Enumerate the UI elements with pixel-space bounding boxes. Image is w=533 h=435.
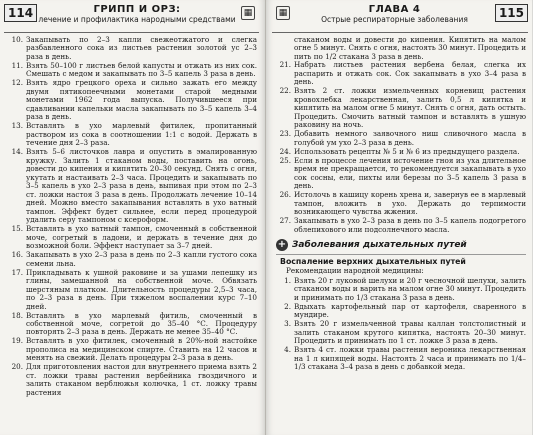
item-text: Вставлять в ухо фитилек, смоченный в 20%-ной настойке прополиса на медицинском спирте. Ставить на 12 часов и менять на свежий. Делать процедуры 2–3 раза в день. (26, 336, 257, 363)
item-number: 20. (11, 362, 23, 372)
left-header-title: ГРИПП И ОРЗ: (93, 4, 181, 15)
list-item (8, 312, 257, 337)
item-text: Взять 20 г луковой шелухи и 20 г чесночной шелухи, залить стаканом воды и варить на малом огне 30 минут. Процедить и принимать по 1/3 стакана 3 раза в день. (294, 275, 526, 302)
item-number: 16. (11, 250, 23, 260)
right-page-number: 115 (495, 4, 528, 22)
list-item (276, 157, 526, 191)
item-number: 19. (11, 336, 23, 346)
item-number: 24. (279, 146, 291, 156)
right-page-header (272, 4, 528, 34)
item-text: Взять 50–100 г листьев белой капусты и отжать из них сок. Смешать с медом и закапывать по 3–5 капель 3 раза в день. (26, 60, 257, 79)
plus-circle-icon: + (277, 239, 287, 251)
item-text: Взять 5–6 листочков лавра и опустить в эмалированную кружку. Залить 1 стаканом воды, поставить на огонь, довести до кипения и кипятить 20–30 секунд. Снять с огня, укутать и настаивать 2–3 часа. Процедить и закапывать по 3–5 капель в ухо 2–3 раза в день, выпивая при этом по 2–3 ст. ложки настоя 3 раза в день. Продолжать лечение 10–14 дней. Можно вместо закапывания вставлять в ухо ватный тампон. Эффект будет сильнее, если перед процедурой удалить серу тампоном с ксероформ. (26, 147, 257, 225)
item-text: Закапывать по 2–3 капли свежеотжатого и слегка разбавленного сока из листьев растения золотой ус 2–3 раза в день. (26, 35, 257, 61)
left-page (0, 0, 266, 435)
list-item (8, 363, 257, 397)
item-number: 25. (279, 155, 291, 165)
right-page-body (276, 36, 526, 433)
item-text: Закапывать в ухо 2–3 раза в день по 2–3 капли густого сока семени льна. (26, 250, 257, 268)
section-divider (276, 254, 526, 255)
item-number: 4. (284, 345, 291, 355)
list-item (276, 130, 526, 147)
item-number: 13. (11, 121, 23, 131)
item-number: 11. (11, 60, 23, 70)
left-header-subtitle: лечение и профилактика народными средствами (38, 15, 236, 24)
right-header-subtitle: Острые респираторные заболевания (321, 15, 468, 24)
list-item (8, 269, 257, 311)
list-item (8, 79, 257, 121)
item-text: Истолочь в кашицу корень хрена и, завернув ее в марлевый тампон, вложить в ухо. Держать до терпимости возникающего чувства жжения. (294, 190, 526, 217)
item-text: Для приготовления настоя для внутреннего приема взять 2 ст. ложки травы растения вербейника гвоздичного и залить стаканом верблюжья колючка, 1 ст. ложку травы растения (26, 362, 257, 397)
list-item (8, 251, 257, 268)
list-item (276, 61, 526, 86)
list-item (276, 217, 526, 234)
left-page-header (4, 4, 259, 34)
recommendations-title: Рекомендации народной медицины: (286, 266, 424, 276)
list-item (8, 62, 257, 79)
continued-paragraph: стаканом воды и довести до кипения. Кипятить на малом огне 5 минут. Снять с огня, настоять 30 минут. Процедить и пить по 1/2 стакана 3 раза в день. (294, 35, 526, 61)
header-divider (272, 32, 528, 33)
item-number: 26. (279, 190, 291, 200)
left-page-number: 114 (4, 4, 37, 22)
list-item (276, 277, 526, 302)
item-number: 17. (11, 267, 23, 277)
item-text: Закапывать в ухо 2–3 раза в день по 3–5 капель подогретого облепихового или подсолнечного масла. (294, 216, 526, 234)
list-item (8, 337, 257, 362)
item-text: Если в процессе лечения источение гноя из уха длительное время не прекращается, то рекомендуется закапывать в ухо сок сосны, ели, пихты или березы по 3–5 капель 3 раза в день. (294, 155, 526, 191)
item-number: 14. (11, 147, 23, 157)
item-number: 3. (284, 319, 291, 329)
item-number: 23. (279, 129, 291, 139)
item-text: Взять 2 ст. ложки измельченных корневищ растения кровохлебка лекарственная, залить 0,5 л кипятка и кипятить на малом огне 5 минут. Снять с огня, дать остыть. Процедить. Смочить ватный тампон и вставлять в ушную раковину на ночь. (294, 86, 526, 130)
list-item (276, 303, 526, 320)
list-item (8, 148, 257, 224)
list-item (276, 191, 526, 216)
item-text: Вставлять в ухо марлевый фитиль, смоченный в собственной моче, согретой до 35–40 °С. Процедуру повторять 2–3 раза в день. Держать не менее 35–40 °С. (26, 310, 257, 337)
item-number: 18. (11, 310, 23, 320)
item-text: Вставлять в ухо марлевый фитилек, пропитанный раствором из сока в соотношении 1:1 с водой. Держать в течение дня 2–3 раза. (26, 121, 257, 148)
item-text: Использовать рецепты № 5 и № 6 из предыдущего раздела. (294, 146, 520, 156)
list-item (276, 87, 526, 129)
list-item (8, 122, 257, 147)
item-number: 12. (11, 78, 23, 88)
item-text: Набрать листьев растения вербена белая, слегка их распарить и отжать сок. Сок закапывать в ухо 3–4 раза в день. (294, 60, 526, 87)
item-number: 1. (284, 275, 291, 285)
right-page (266, 0, 532, 435)
item-text: Прикладывать к ушной раковине и за ушами лепешку из глины, замешанной на собственной моче. Обвязать шерстяным платком. Длительность процедуры 2,5–3 часа, по 2–3 раза в день. При тяжелом воспалении курс 7–10 дней. (26, 267, 257, 311)
item-text: Взять ядро грецкого ореха и сильно зажать его между двумя пятикопеечными монетами старой медными монетами 1962 года выпуска. Получившееся при сдавливании капельки масла закапывать по 3–5 капель 3–4 раза в день. (26, 78, 257, 122)
book-icon: ▦ (276, 6, 290, 20)
left-page-body (8, 36, 257, 433)
subsection-title: Воспаление верхних дыхательных путей (280, 257, 466, 267)
item-number: 2. (284, 301, 291, 311)
item-text: Добавить немного заявочного ниш сливочного масла в голубой ум ухо 2–3 раза в день. (294, 129, 526, 147)
book-icon: ▦ (241, 6, 255, 20)
item-text: Взять 20 г измельченной травы каллан толстолистный и залить стаканом крутого кипятка, настоять 20–30 минут. Процедить и принимать по 1 ст. ложке 3 раза в день. (294, 319, 526, 346)
item-number: 27. (279, 216, 291, 226)
header-divider (4, 32, 259, 33)
list-item (276, 148, 526, 156)
list-item (8, 225, 257, 250)
list-item (276, 320, 526, 345)
item-text: Вставлять в ухо ватный тампон, смоченный в собственной моче, согретый в ладони, и держать в течение дня до возможной боли. Эффект наступает за 3–7 дней. (26, 224, 257, 251)
right-header-title: ГЛАВА 4 (368, 4, 421, 15)
list-item (8, 36, 257, 61)
list-item (276, 346, 526, 371)
item-number: 10. (11, 35, 23, 44)
item-text: Вдыхать картофельный пар от картофеля, сваренного в мундире. (294, 301, 526, 320)
item-number: 21. (279, 60, 291, 70)
section-title: Заболевания дыхательных путей (292, 239, 467, 250)
section-heading (276, 239, 526, 251)
item-number: 15. (11, 224, 23, 234)
item-number: 22. (279, 86, 291, 96)
item-text: Взять 4 ст. ложки травы растения вероника лекарственная на 1 л кипящей воды. Настоять 2 часа и принимать по 1/4–1/3 стакана 3–4 раза в день с добавкой меда. (294, 345, 526, 372)
